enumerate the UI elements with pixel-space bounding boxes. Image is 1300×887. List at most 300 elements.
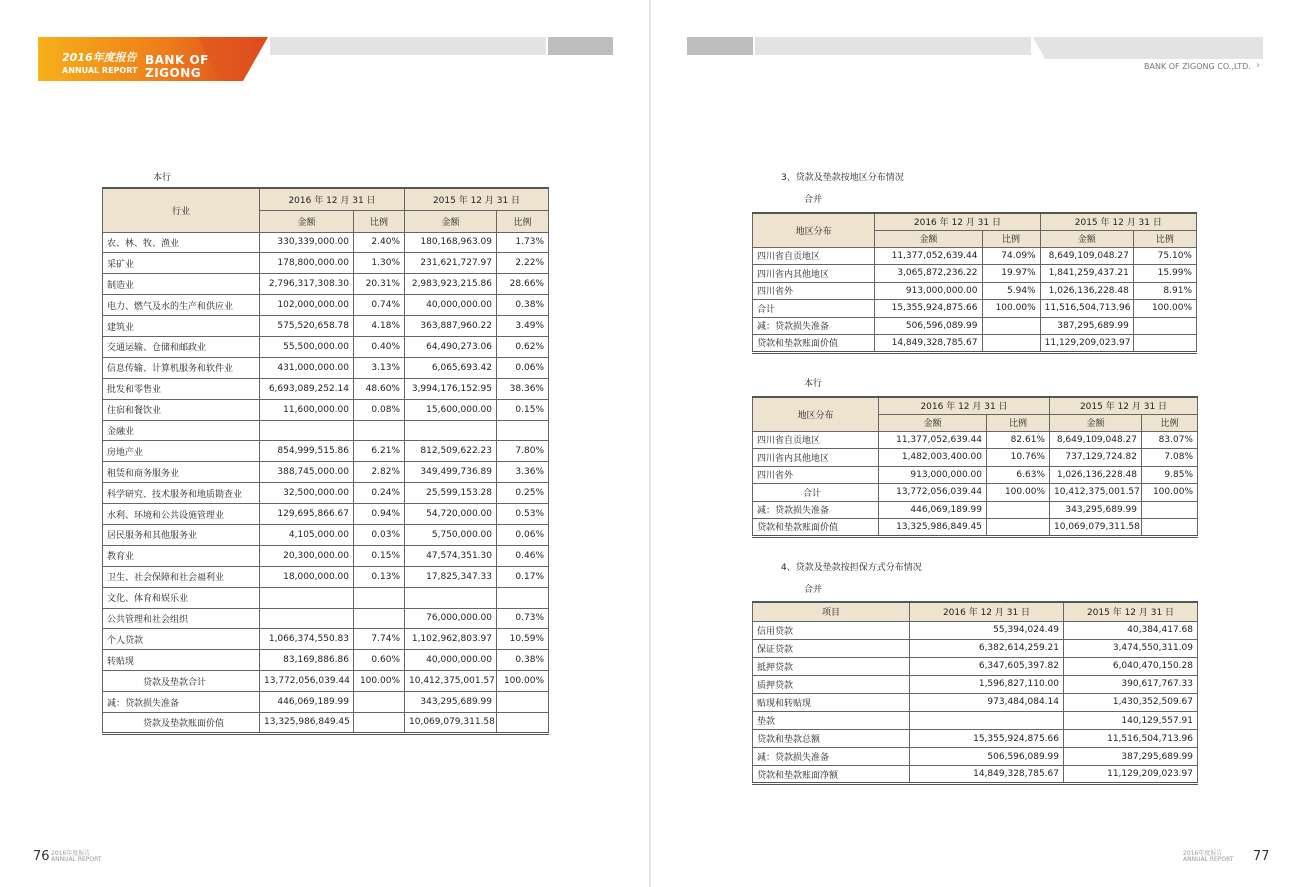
cell-value: 100.00%: [987, 484, 1050, 502]
footer-logo-top: 2016年度报告: [51, 850, 91, 857]
section4-heading: 4、贷款及垫款按担保方式分布情况: [781, 563, 922, 573]
table-row: [753, 766, 1198, 784]
row-label: 教育业: [103, 545, 260, 566]
cell-value: [910, 711, 1064, 729]
cell-value: 0.53%: [497, 504, 549, 525]
cell-value: 1,102,962,803.97: [405, 629, 497, 650]
section3-heading: 3、贷款及垫款按地区分布情况: [781, 173, 904, 183]
cell-value: 11,377,052,639.44: [879, 431, 987, 449]
footer-logo-bottom: ANNUAL REPORT: [51, 856, 102, 863]
cell-value: 6,065,693.42: [405, 357, 497, 378]
cell-value: 40,384,417.68: [1064, 621, 1198, 639]
cell-value: 100.00%: [1133, 300, 1196, 318]
table-row: [753, 282, 1197, 300]
table-row: [753, 621, 1198, 639]
cell-value: 2.22%: [497, 253, 549, 274]
cell-value: 0.25%: [497, 483, 549, 504]
cell-value: 13,325,986,849.45: [879, 519, 987, 537]
cell-value: 506,596,089.99: [875, 317, 982, 335]
col-amount-2015: 金额: [405, 210, 497, 232]
cell-value: 129,695,866.67: [260, 504, 354, 525]
guarantee-caption: 合并: [804, 585, 823, 595]
cell-value: 18,000,000.00: [260, 566, 354, 587]
cell-value: 10,412,375,001.57: [405, 671, 497, 692]
cell-value: 913,000,000.00: [879, 466, 987, 484]
table-row: [753, 484, 1198, 502]
row-label: 垫款: [753, 711, 910, 729]
cell-value: 2,796,317,308.30: [260, 274, 354, 295]
cell-value: 1,841,259,437.21: [1040, 265, 1133, 283]
row-label: 采矿业: [103, 253, 260, 274]
table-row: [103, 336, 549, 357]
cell-value: 10,069,079,311.58: [1050, 519, 1142, 537]
cell-value: 0.60%: [354, 650, 405, 671]
table-row: [103, 545, 549, 566]
row-label: 卫生、社会保障和社会福利业: [103, 566, 260, 587]
cell-value: 0.24%: [354, 483, 405, 504]
row-label: 减：贷款损失准备: [103, 692, 260, 713]
table-row: [103, 295, 549, 316]
table-row: [753, 730, 1198, 748]
table-row: [103, 357, 549, 378]
cell-value: [354, 712, 405, 733]
cell-value: 10,069,079,311.58: [405, 712, 497, 733]
row-label: 信用贷款: [753, 621, 910, 639]
period-2015: 2015 年 12 月 31 日: [1040, 213, 1196, 230]
cell-value: 83,169,886.86: [260, 650, 354, 671]
table-row: [753, 501, 1198, 519]
row-label: 四川省外: [753, 282, 875, 300]
table-row: [753, 466, 1198, 484]
table-row: [103, 274, 549, 295]
cell-value: 3,994,176,152.95: [405, 378, 497, 399]
logo-bank-line2: ZIGONG: [145, 66, 202, 80]
table-row: [753, 639, 1198, 657]
table-row: [753, 300, 1197, 318]
cell-value: 11,516,504,713.96: [1064, 730, 1198, 748]
cell-value: 47,574,351.30: [405, 545, 497, 566]
cell-value: 100.00%: [982, 300, 1040, 318]
cell-value: 15,355,924,875.66: [910, 730, 1064, 748]
row-label: 贷款及垫款合计: [103, 671, 260, 692]
cell-value: 5.94%: [982, 282, 1040, 300]
cell-value: 100.00%: [1142, 484, 1198, 502]
cell-value: 64,490,273.06: [405, 336, 497, 357]
cell-value: 2,983,923,215.86: [405, 274, 497, 295]
cell-value: 6,347,605,397.82: [910, 657, 1064, 675]
cell-value: 0.38%: [497, 650, 549, 671]
table-row: [103, 232, 549, 253]
cell-value: 15,600,000.00: [405, 399, 497, 420]
col-industry: 行业: [103, 188, 260, 232]
cell-value: 40,000,000.00: [405, 650, 497, 671]
cell-value: 1,026,136,228.48: [1050, 466, 1142, 484]
header-bar: [755, 37, 1031, 55]
cell-value: 100.00%: [497, 671, 549, 692]
table-row: [753, 449, 1198, 467]
cell-value: 737,129,724.82: [1050, 449, 1142, 467]
cell-value: 343,295,689.99: [405, 692, 497, 713]
row-label: 个人贷款: [103, 629, 260, 650]
row-label: 四川省自贡地区: [753, 431, 879, 449]
row-label: 租赁和商务服务业: [103, 462, 260, 483]
cell-value: 8.91%: [1133, 282, 1196, 300]
row-label: 四川省内其他地区: [753, 265, 875, 283]
cell-value: 11,600,000.00: [260, 399, 354, 420]
cell-value: 446,069,189.99: [879, 501, 987, 519]
row-label: 贷款和垫款账面净额: [753, 766, 910, 784]
period-2016: 2016 年 12 月 31 日: [910, 602, 1064, 621]
cell-value: 11,129,209,023.97: [1064, 766, 1198, 784]
cell-value: 32,500,000.00: [260, 483, 354, 504]
cell-value: 15.99%: [1133, 265, 1196, 283]
col-amount-2016: 金额: [260, 210, 354, 232]
cell-value: 1,430,352,509.67: [1064, 693, 1198, 711]
cell-value: [405, 420, 497, 441]
row-label: 四川省外: [753, 466, 879, 484]
cell-value: 7.08%: [1142, 449, 1198, 467]
cell-value: 6.63%: [987, 466, 1050, 484]
row-label: 贴现和转贴现: [753, 693, 910, 711]
table-row: [103, 650, 549, 671]
row-label: 贷款和垫款账面价值: [753, 519, 879, 537]
cell-value: 0.94%: [354, 504, 405, 525]
row-label: 科学研究、技术服务和地质勘查业: [103, 483, 260, 504]
row-label: 文化、体育和娱乐业: [103, 587, 260, 608]
cell-value: 812,509,622.23: [405, 441, 497, 462]
table-row: [103, 483, 549, 504]
cell-value: 363,887,960.22: [405, 316, 497, 337]
region-consolidated-table: [752, 212, 1197, 354]
cell-value: [982, 317, 1040, 335]
cell-value: 0.40%: [354, 336, 405, 357]
cell-value: 6,693,089,252.14: [260, 378, 354, 399]
table-row: [103, 316, 549, 337]
industry-table-caption: 本行: [153, 173, 172, 183]
left-page: [0, 0, 649, 887]
cell-value: [982, 335, 1040, 353]
cell-value: 506,596,089.99: [910, 748, 1064, 766]
cell-value: 330,339,000.00: [260, 232, 354, 253]
right-page: [651, 0, 1300, 887]
cell-value: 83.07%: [1142, 431, 1198, 449]
cell-value: [260, 420, 354, 441]
cell-value: [354, 608, 405, 629]
row-label: 公共管理和社会组织: [103, 608, 260, 629]
cell-value: 102,000,000.00: [260, 295, 354, 316]
period-2015: 2015 年 12 月 31 日: [405, 188, 549, 210]
cell-value: 20.31%: [354, 274, 405, 295]
cell-value: 0.38%: [497, 295, 549, 316]
table-row: [753, 317, 1197, 335]
col-item: 项目: [753, 602, 910, 621]
col-region: 地区分布: [753, 397, 879, 431]
cell-value: 180,168,963.09: [405, 232, 497, 253]
table-row: [103, 629, 549, 650]
cell-value: 3.49%: [497, 316, 549, 337]
cell-value: 0.13%: [354, 566, 405, 587]
logo-bank-line1: BANK OF: [145, 53, 209, 67]
cell-value: 1.30%: [354, 253, 405, 274]
cell-value: [1133, 335, 1196, 353]
table-row: [103, 566, 549, 587]
row-label: 制造业: [103, 274, 260, 295]
table-row: [103, 504, 549, 525]
region-bank-table: [752, 396, 1198, 538]
table-row: [103, 524, 549, 545]
cell-value: [1133, 317, 1196, 335]
cell-value: 82.61%: [987, 431, 1050, 449]
cell-value: 2.82%: [354, 462, 405, 483]
cell-value: 38.36%: [497, 378, 549, 399]
cell-value: 14,849,328,785.67: [875, 335, 982, 353]
cell-value: 6.21%: [354, 441, 405, 462]
col-amount-2015: 金额: [1050, 414, 1142, 431]
cell-value: 431,000,000.00: [260, 357, 354, 378]
cell-value: 5,750,000.00: [405, 524, 497, 545]
cell-value: 854,999,515.86: [260, 441, 354, 462]
cell-value: [405, 587, 497, 608]
cell-value: 387,295,689.99: [1040, 317, 1133, 335]
cell-value: 8,649,109,048.27: [1050, 431, 1142, 449]
cell-value: 11,377,052,639.44: [875, 247, 982, 265]
cell-value: [260, 587, 354, 608]
cell-value: [497, 712, 549, 733]
table-row: [103, 608, 549, 629]
cell-value: 446,069,189.99: [260, 692, 354, 713]
col-ratio-2016: 比例: [987, 414, 1050, 431]
cell-value: 3,065,872,236.22: [875, 265, 982, 283]
period-2016: 2016 年 12 月 31 日: [875, 213, 1040, 230]
cell-value: 0.03%: [354, 524, 405, 545]
cell-value: 55,394,024.49: [910, 621, 1064, 639]
cell-value: 14,849,328,785.67: [910, 766, 1064, 784]
row-label: 合计: [753, 300, 875, 318]
row-label: 电力、燃气及水的生产和供应业: [103, 295, 260, 316]
row-label: 住宿和餐饮业: [103, 399, 260, 420]
col-amount-2016: 金额: [879, 414, 987, 431]
table-row: [103, 420, 549, 441]
cell-value: 48.60%: [354, 378, 405, 399]
cell-value: 11,129,209,023.97: [1040, 335, 1133, 353]
chevron-right-icon: ›: [1256, 60, 1260, 71]
cell-value: 40,000,000.00: [405, 295, 497, 316]
cell-value: 7.74%: [354, 629, 405, 650]
table-row: [103, 253, 549, 274]
cell-value: 74.09%: [982, 247, 1040, 265]
row-label: 四川省内其他地区: [753, 449, 879, 467]
cell-value: 0.17%: [497, 566, 549, 587]
row-label: 房地产业: [103, 441, 260, 462]
col-ratio-2015: 比例: [497, 210, 549, 232]
period-2016: 2016 年 12 月 31 日: [879, 397, 1050, 414]
cell-value: 4,105,000.00: [260, 524, 354, 545]
logo-annual-report: ANNUAL REPORT: [62, 66, 138, 75]
cell-value: [497, 692, 549, 713]
row-label: 质押贷款: [753, 675, 910, 693]
page-number: 77: [1253, 849, 1270, 864]
region-bank-caption: 本行: [804, 379, 823, 389]
table-row: [753, 748, 1198, 766]
col-ratio-2016: 比例: [354, 210, 405, 232]
table-row: [103, 692, 549, 713]
row-label: 四川省自贡地区: [753, 247, 875, 265]
header-bar-dark: [687, 37, 753, 55]
cell-value: [354, 587, 405, 608]
region-consolidated-caption: 合并: [804, 195, 823, 205]
table-row: [753, 693, 1198, 711]
cell-value: 55,500,000.00: [260, 336, 354, 357]
col-amount-2015: 金额: [1040, 230, 1133, 247]
cell-value: 913,000,000.00: [875, 282, 982, 300]
cell-value: 2.40%: [354, 232, 405, 253]
table-row: [753, 675, 1198, 693]
cell-value: 3.13%: [354, 357, 405, 378]
cell-value: [497, 587, 549, 608]
cell-value: 3,474,550,311.09: [1064, 639, 1198, 657]
cell-value: 8,649,109,048.27: [1040, 247, 1133, 265]
row-label: 批发和零售业: [103, 378, 260, 399]
cell-value: 0.73%: [497, 608, 549, 629]
row-label: 居民服务和其他服务业: [103, 524, 260, 545]
cell-value: 1,066,374,550.83: [260, 629, 354, 650]
cell-value: [1142, 519, 1198, 537]
table-row: [753, 431, 1198, 449]
report-logo: [38, 37, 268, 81]
cell-value: 178,800,000.00: [260, 253, 354, 274]
cell-value: 10.76%: [987, 449, 1050, 467]
header-bar-slant: [1033, 37, 1263, 59]
cell-value: [987, 501, 1050, 519]
table-row: [753, 265, 1197, 283]
col-ratio-2016: 比例: [982, 230, 1040, 247]
cell-value: 10,412,375,001.57: [1050, 484, 1142, 502]
row-label: 抵押贷款: [753, 657, 910, 675]
cell-value: 13,772,056,039.44: [879, 484, 987, 502]
cell-value: [497, 420, 549, 441]
header-bar-dark: [548, 37, 613, 55]
cell-value: 1,482,003,400.00: [879, 449, 987, 467]
cell-value: 13,772,056,039.44: [260, 671, 354, 692]
cell-value: 343,295,689.99: [1050, 501, 1142, 519]
col-ratio-2015: 比例: [1142, 414, 1198, 431]
cell-value: 349,499,736.89: [405, 462, 497, 483]
cell-value: 575,520,658.78: [260, 316, 354, 337]
cell-value: 140,129,557.91: [1064, 711, 1198, 729]
row-label: 合计: [753, 484, 879, 502]
row-label: 贷款和垫款账面价值: [753, 335, 875, 353]
table-row: [103, 671, 549, 692]
table-row: [103, 378, 549, 399]
cell-value: 231,621,727.97: [405, 253, 497, 274]
col-ratio-2015: 比例: [1133, 230, 1196, 247]
cell-value: 1,026,136,228.48: [1040, 282, 1133, 300]
cell-value: 0.15%: [354, 545, 405, 566]
cell-value: 0.08%: [354, 399, 405, 420]
cell-value: 20,300,000.00: [260, 545, 354, 566]
cell-value: 17,825,347.33: [405, 566, 497, 587]
period-2015: 2015 年 12 月 31 日: [1064, 602, 1198, 621]
row-label: 信息传输、计算机服务和软件业: [103, 357, 260, 378]
cell-value: [354, 692, 405, 713]
cell-value: 4.18%: [354, 316, 405, 337]
table-row: [103, 399, 549, 420]
cell-value: 6,382,614,259.21: [910, 639, 1064, 657]
period-2016: 2016 年 12 月 31 日: [260, 188, 405, 210]
cell-value: 0.06%: [497, 357, 549, 378]
table-row: [753, 519, 1198, 537]
cell-value: 25,599,153.28: [405, 483, 497, 504]
cell-value: 75.10%: [1133, 247, 1196, 265]
cell-value: 0.46%: [497, 545, 549, 566]
cell-value: 13,325,986,849.45: [260, 712, 354, 733]
cell-value: 0.62%: [497, 336, 549, 357]
cell-value: 0.74%: [354, 295, 405, 316]
row-label: 减：贷款损失准备: [753, 748, 910, 766]
bank-english-name: BANK OF ZIGONG CO.,LTD.: [1144, 62, 1251, 71]
table-row: [753, 247, 1197, 265]
cell-value: 6,040,470,150.28: [1064, 657, 1198, 675]
cell-value: [987, 519, 1050, 537]
cell-value: 388,745,000.00: [260, 462, 354, 483]
table-row: [103, 712, 549, 733]
row-label: 农、林、牧、渔业: [103, 232, 260, 253]
cell-value: 10.59%: [497, 629, 549, 650]
cell-value: 54,720,000.00: [405, 504, 497, 525]
cell-value: 11,516,504,713.96: [1040, 300, 1133, 318]
row-label: 水利、环境和公共设施管理业: [103, 504, 260, 525]
cell-value: 19.97%: [982, 265, 1040, 283]
row-label: 交通运输、仓储和邮政业: [103, 336, 260, 357]
col-region: 地区分布: [753, 213, 875, 247]
cell-value: 0.06%: [497, 524, 549, 545]
cell-value: 390,617,767.33: [1064, 675, 1198, 693]
cell-value: 973,484,084.14: [910, 693, 1064, 711]
table-row: [753, 711, 1198, 729]
cell-value: 15,355,924,875.66: [875, 300, 982, 318]
cell-value: 1,596,827,110.00: [910, 675, 1064, 693]
period-2015: 2015 年 12 月 31 日: [1050, 397, 1198, 414]
table-row: [753, 657, 1198, 675]
cell-value: 100.00%: [354, 671, 405, 692]
footer-logo-bottom: ANNUAL REPORT: [1183, 856, 1234, 863]
row-label: 减：贷款损失准备: [753, 501, 879, 519]
guarantee-table: [752, 601, 1198, 785]
row-label: 金融业: [103, 420, 260, 441]
cell-value: 3.36%: [497, 462, 549, 483]
table-row: [103, 462, 549, 483]
row-label: 转贴现: [103, 650, 260, 671]
footer-logo-top: 2016年度报告: [1183, 850, 1223, 857]
table-row: [103, 441, 549, 462]
table-row: [753, 335, 1197, 353]
logo-year-title: 2016年度报告: [62, 51, 137, 64]
row-label: 贷款及垫款账面价值: [103, 712, 260, 733]
cell-value: [1142, 501, 1198, 519]
cell-value: 7.80%: [497, 441, 549, 462]
cell-value: [260, 608, 354, 629]
row-label: 贷款和垫款总额: [753, 730, 910, 748]
cell-value: 28.66%: [497, 274, 549, 295]
industry-loan-table: [102, 187, 549, 735]
cell-value: [354, 420, 405, 441]
cell-value: 9.85%: [1142, 466, 1198, 484]
table-row: [103, 587, 549, 608]
cell-value: 0.15%: [497, 399, 549, 420]
header-bar: [270, 37, 546, 55]
cell-value: 1.73%: [497, 232, 549, 253]
row-label: 建筑业: [103, 316, 260, 337]
